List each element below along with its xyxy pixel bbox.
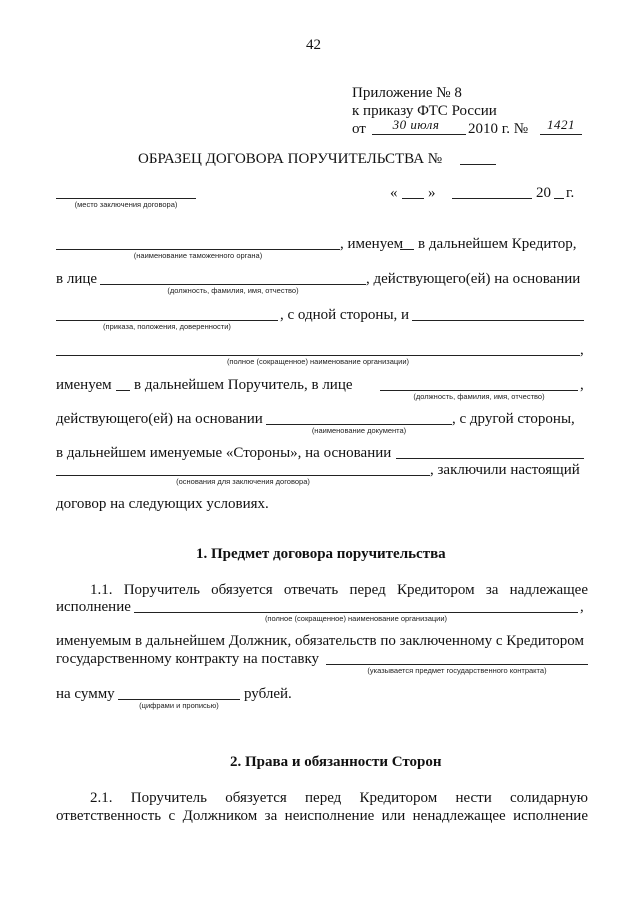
further-creditor-text: в дальнейшем Кредитор, xyxy=(418,236,577,252)
section2-p21-line2: ответственность с Должником за неисполнение или ненадлежащее исполнение xyxy=(56,808,588,824)
section1-heading: 1. Предмет договора поручительства xyxy=(196,546,446,562)
section1-subject-hint: (указывается предмет государственного контракта) xyxy=(367,666,547,675)
acting-text: , действующего(ей) на основании xyxy=(366,271,581,287)
order-hint: (приказа, положения, доверенности) xyxy=(103,322,231,331)
organization-hint: (полное (сокращенное) наименование организации) xyxy=(226,357,410,366)
order-line xyxy=(56,320,278,321)
section1-org-line xyxy=(134,612,578,613)
basis-hint: (основания для заключения договора) xyxy=(176,477,310,486)
organization-comma: , xyxy=(580,342,584,358)
position-hint: (должность, фамилия, имя, отчество) xyxy=(167,286,299,295)
named-guarantor-text: именуем xyxy=(56,377,112,393)
basis-line xyxy=(56,475,430,476)
section1-p11-start: 1.1. Поручитель обязуется отвечать перед Кредитором за надлежащее xyxy=(90,582,588,598)
section2-heading: 2. Права и обязанности Сторон xyxy=(230,754,442,770)
guarantor-start-line xyxy=(412,320,584,321)
in-person-text: в лице xyxy=(56,271,98,287)
section1-sum-suffix: рублей. xyxy=(244,686,292,702)
section1-comma: , xyxy=(580,599,584,615)
guarantor-position-line xyxy=(380,390,578,391)
guarantor-comma: , xyxy=(580,377,584,393)
section1-sum-line xyxy=(118,699,240,700)
section1-debtor-text: именуемым в дальнейшем Должник, обязательств по заключенному с Кредитором xyxy=(56,633,584,649)
one-side-text: , с одной стороны, и xyxy=(280,307,410,323)
date-month-line xyxy=(452,198,532,199)
named-guarantor-suffix-line xyxy=(116,390,130,391)
date-quote-open: « xyxy=(390,185,398,201)
appendix-line2: к приказу ФТС России xyxy=(352,103,497,119)
named-suffix-line xyxy=(400,249,414,250)
position-line xyxy=(100,284,366,285)
date-g: г. xyxy=(566,185,575,201)
appendix-date-handwritten: 30 июля xyxy=(392,117,440,132)
appendix-date-prefix: от xyxy=(352,121,366,137)
organization-line xyxy=(56,355,580,356)
section1-contract-text: государственному контракту на поставку xyxy=(56,651,320,667)
section1-subject-line xyxy=(326,664,588,665)
title-number-line xyxy=(460,164,496,165)
customs-body-line xyxy=(56,249,340,250)
other-side-text: , с другой стороны, xyxy=(452,411,575,427)
section1-org-hint: (полное (сокращенное) наименование организации) xyxy=(264,614,448,623)
customs-body-hint: (наименование таможенного органа) xyxy=(133,251,263,260)
section1-sum-hint: (цифрами и прописью) xyxy=(139,701,219,710)
concluded-text: , заключили настоящий xyxy=(430,462,580,478)
document-line xyxy=(266,424,452,425)
document-hint: (наименование документа) xyxy=(311,426,407,435)
section2-p21-line1: 2.1. Поручитель обязуется перед Кредитором нести солидарную xyxy=(90,790,588,806)
parties-text: в дальнейшем именуемые «Стороны», на основании xyxy=(56,445,392,461)
place-hint: (место заключения договора) xyxy=(74,200,178,209)
terms-text: договор на следующих условиях. xyxy=(56,496,269,512)
appendix-year: 2010 г. № xyxy=(468,121,529,137)
document-title: ОБРАЗЕЦ ДОГОВОРА ПОРУЧИТЕЛЬСТВА № xyxy=(138,151,443,167)
place-line xyxy=(56,198,196,199)
section1-exec-text: исполнение xyxy=(56,599,131,615)
parties-basis-line xyxy=(396,458,584,459)
date-year: 20 xyxy=(536,185,551,201)
named-text: , именуем xyxy=(340,236,404,252)
acting2-text: действующего(ей) на основании xyxy=(56,411,263,427)
appendix-date-line xyxy=(372,134,466,135)
page-number: 42 xyxy=(306,37,321,53)
section1-sum-prefix: на сумму xyxy=(56,686,115,702)
guarantor-rest-text: в дальнейшем Поручитель, в лице xyxy=(134,377,353,393)
date-quote-close: » xyxy=(428,185,436,201)
date-year-line xyxy=(554,198,564,199)
appendix-order-number: 1421 xyxy=(547,117,575,132)
guarantor-position-hint: (должность, фамилия, имя, отчество) xyxy=(413,392,545,401)
date-day-line xyxy=(402,198,424,199)
appendix-line1: Приложение № 8 xyxy=(352,85,462,101)
appendix-number-line xyxy=(540,134,582,135)
